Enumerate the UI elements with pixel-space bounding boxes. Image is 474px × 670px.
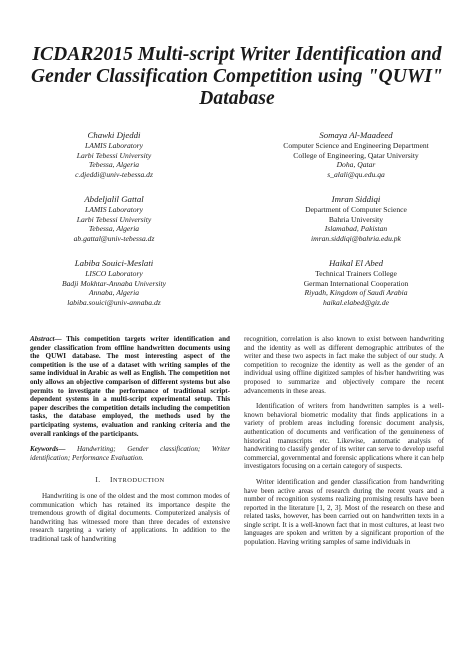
keywords-text: Handwriting; Gender classification; Writer identification; Performance Evaluation. — [30, 445, 230, 462]
author-affiliation: Islamabad, Pakistan — [324, 224, 388, 234]
abstract-text: — This competition targets writer identification and gender classification from offline handwritten documents using the QUWI database. The most interesting aspect of the competition is the use of a dataset with writing samples of the same individual in Arabic as well as English. The competition not only allows an objective comparison of different systems but also permits to investigate the performance of traditional script-dependent systems in a multi-script experimental setup. This paper describes the competition details including the competition tasks, the database employed, the methods used by the participating systems, evaluation and ranking criteria and the overall rankings of the participants. — [30, 335, 230, 438]
body-paragraph: recognition, correlation is also known to exist between handwriting and the identity as well as different demographic attributes of the writer and these two aspects in fact make the subject of our study. A competition to recognize the identity as well as the gender of an individual using offline digitized samples of his/her handwriting was proposed to summarize and objectively compare the recent advancements in these areas. — [244, 335, 444, 395]
keywords — [30, 445, 230, 462]
section-title-initial: I — [110, 475, 113, 485]
author-name: Labiba Souici-Meslati — [74, 258, 154, 268]
keywords-label: Keywords— — [30, 445, 66, 454]
author-affiliation: LAMIS Laboratory — [84, 141, 143, 150]
author-affiliation: Larbi Tebessi University — [76, 214, 152, 224]
author-affiliation: Annaba, Algeria — [88, 288, 140, 298]
left-column — [30, 335, 230, 550]
author-affiliation: Computer Science and Engineering Department — [283, 141, 429, 150]
author-email: imran.siddiqi@bahria.edu.pk — [311, 233, 401, 243]
section-title-rest: NTRODUCTION — [113, 477, 165, 485]
author-affiliation: Tebessa, Algeria — [88, 160, 140, 170]
author-block-4 — [256, 193, 456, 243]
author-name: Haikal El Abed — [328, 258, 384, 268]
author-block-6 — [256, 257, 456, 307]
author-name: Chawki Djeddi — [87, 130, 141, 140]
author-affiliation: Badji Mokhtar-Annaba University — [61, 278, 167, 288]
author-affiliation: College of Engineering, Qatar University — [293, 150, 419, 160]
author-affiliation: Department of Computer Science — [305, 205, 407, 214]
right-column — [244, 335, 444, 554]
author-affiliation: Riyadh, Kingdom of Saudi Arabia — [304, 288, 408, 298]
author-email: haikal.elabed@giz.de — [322, 297, 390, 307]
paper-title: ICDAR2015 Multi-script Writer Identification and Gender Classification Competition using "QUWI" Database — [31, 44, 443, 109]
author-email: c.djeddi@univ-tebessa.dz — [75, 169, 153, 179]
author-name: Imran Siddiqi — [331, 194, 381, 204]
author-block-1 — [14, 129, 214, 179]
author-email: s_alali@qu.edu.qa — [327, 169, 385, 179]
author-affiliation: Bahria University — [328, 214, 384, 224]
author-block-2 — [256, 129, 456, 179]
author-affiliation: Larbi Tebessi University — [76, 150, 152, 160]
author-affiliation: LISCO Laboratory — [85, 269, 143, 278]
author-affiliation: Doha, Qatar — [336, 160, 376, 170]
body-paragraph: Handwriting is one of the oldest and the most common modes of communication which has retained its importance despite the tremendous growth of digital documents. Computerized analysis of handwriting has witnessed more than three decades of extensive research targeting a variety of applications. In addition to the traditional task of handwriting — [30, 491, 230, 543]
section-heading — [30, 476, 230, 486]
author-name: Abdeljalil Gattal — [84, 194, 144, 204]
author-affiliation: German International Cooperation — [303, 278, 409, 288]
body-paragraph: Writer identification and gender classification from handwriting have been active areas of research during the recent years and a number of recognition systems realizing promising results have been reported in the literature [1, 2, 3]. Most of the research on these and related tasks, however, has been carried out on handwritten texts in a single script. It is a well-known fact that in most cultures, at least two languages are spoken and written by a significant proportion of the population. Having writing samples of same individuals in — [244, 477, 444, 547]
author-name: Somaya Al-Maadeed — [319, 130, 393, 140]
author-affiliation: Tebessa, Algeria — [88, 224, 140, 234]
author-affiliation: Technical Trainers College — [315, 269, 397, 278]
author-email: labiba.souici@univ-annaba.dz — [67, 297, 161, 307]
author-email: ab.gattal@univ-tebessa.dz — [73, 233, 155, 243]
author-block-5 — [14, 257, 214, 307]
author-block-3 — [14, 193, 214, 243]
abstract-label: Abstract — [30, 335, 55, 343]
body-paragraph: Identification of writers from handwritten samples is a well-known behavioral biometric modality that finds applications in a variety of problem areas including forensic document analysis, authentication of documents and verification of the genuineness of historical manuscripts etc. Likewise, automatic analysis of handwriting to classify gender of its writer can serve to develop useful commercial, governmental and forensic applications where it can help investigators focusing on a certain category of suspects. — [244, 402, 444, 471]
abstract — [30, 335, 230, 438]
author-affiliation: LAMIS Laboratory — [84, 205, 143, 214]
section-number: I. — [95, 475, 101, 485]
